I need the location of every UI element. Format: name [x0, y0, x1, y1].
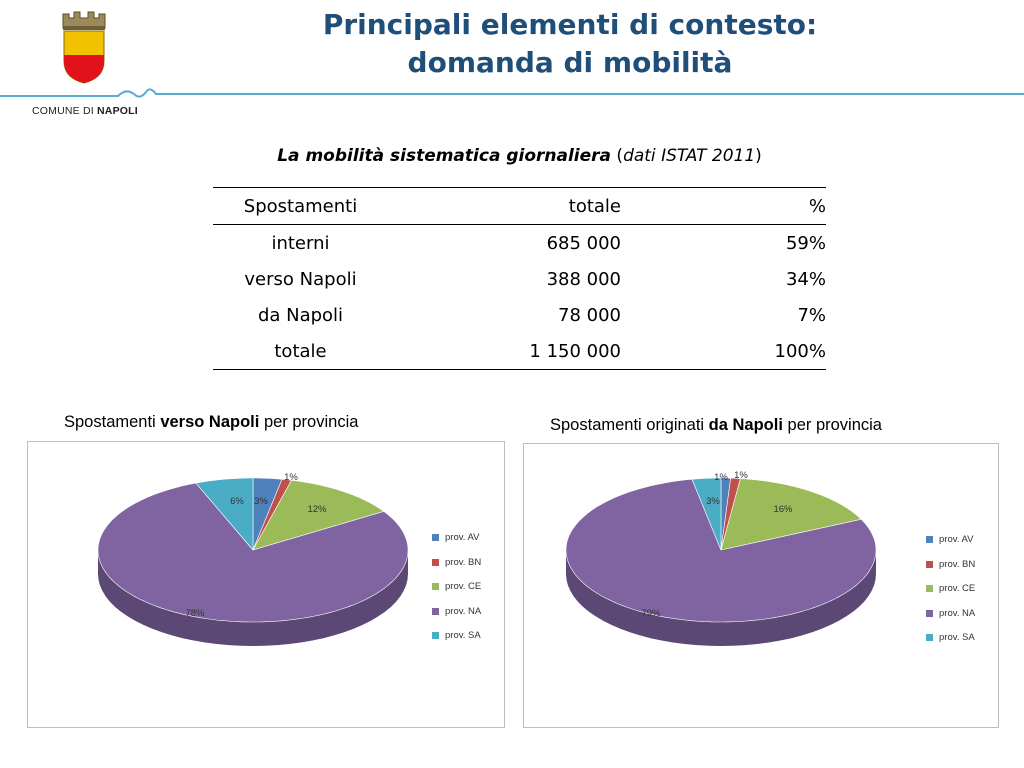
data-label-prov-na: 79% [641, 608, 661, 619]
data-label-prov-bn: 1% [284, 472, 298, 483]
row-total: 78 000 [558, 304, 621, 326]
legend-item [926, 632, 975, 657]
title-line-2: domanda di mobilità [407, 46, 733, 79]
legend-item [926, 559, 975, 584]
table-row [213, 333, 826, 370]
row-label: da Napoli [257, 304, 344, 326]
data-label-prov-na: 78% [185, 608, 205, 619]
col-header-spostamenti: Spostamenti [243, 195, 358, 217]
table-caption: La mobilità sistematica giornaliera (dati ISTAT 2011) [277, 146, 762, 166]
row-total: 388 000 [546, 268, 621, 290]
legend-swatch [926, 561, 933, 568]
data-label-prov-ce: 12% [307, 504, 327, 515]
table-row [213, 297, 826, 333]
data-label-prov-ce: 16% [773, 504, 793, 515]
legend-label: prov. AV [939, 534, 974, 545]
data-label-prov-sa: 3% [706, 496, 720, 507]
row-total: 685 000 [546, 232, 621, 254]
data-label-prov-sa: 6% [230, 496, 244, 507]
legend-swatch [432, 608, 439, 615]
title-line-1: Principali elementi di contesto: [322, 8, 818, 41]
legend-label: prov. BN [445, 556, 482, 568]
chart-title-verso-napoli: Spostamenti verso Napoli per provincia [64, 413, 359, 431]
coat-of-arms-logo [55, 6, 113, 84]
chart-da-napoli [523, 443, 999, 728]
legend-swatch [432, 559, 439, 566]
legend-item [926, 608, 975, 633]
chart-title-da-napoli: Spostamenti originati da Napoli per provincia [550, 416, 882, 434]
legend-label: prov. AV [445, 532, 480, 543]
legend-item [926, 534, 975, 559]
legend-item [432, 581, 481, 606]
row-percent: 100% [774, 340, 826, 362]
page-title [210, 6, 930, 82]
legend-swatch [926, 634, 933, 641]
legend-item [926, 583, 975, 608]
legend-label: prov. NA [445, 605, 482, 617]
legend-da-napoli [926, 534, 975, 657]
col-header-totale: totale [568, 195, 621, 217]
logo-caption: COMUNE DI NAPOLI [32, 105, 138, 117]
row-label: totale [274, 340, 327, 362]
legend-label: prov. SA [445, 630, 481, 641]
row-percent: 34% [785, 268, 826, 290]
legend-verso-napoli [432, 532, 481, 655]
legend-swatch [432, 534, 439, 541]
legend-label: prov. NA [939, 607, 976, 619]
legend-label: prov. BN [939, 558, 976, 570]
row-percent: 59% [785, 232, 826, 254]
legend-item [432, 630, 481, 655]
data-label-prov-av: 1% [714, 472, 728, 483]
mobility-table [213, 187, 826, 370]
header-wave-line [0, 86, 1024, 110]
data-label-prov-bn: 1% [734, 470, 748, 481]
legend-swatch [926, 585, 933, 592]
table-row [213, 261, 826, 297]
legend-item [432, 532, 481, 557]
legend-item [432, 606, 481, 631]
row-label: interni [271, 232, 330, 254]
table-row [213, 225, 826, 262]
legend-swatch [926, 536, 933, 543]
legend-swatch [432, 632, 439, 639]
legend-label: prov. CE [445, 581, 482, 592]
legend-label: prov. SA [939, 632, 975, 643]
col-header-percent: % [808, 195, 826, 217]
legend-swatch [926, 610, 933, 617]
chart-verso-napoli [27, 441, 505, 728]
row-label: verso Napoli [244, 268, 357, 290]
row-total: 1 150 000 [529, 340, 621, 362]
table-header-row [213, 188, 826, 225]
legend-item [432, 557, 481, 582]
legend-swatch [432, 583, 439, 590]
row-percent: 7% [797, 304, 826, 326]
data-label-prov-av: 3% [254, 496, 268, 507]
legend-label: prov. CE [939, 583, 976, 594]
